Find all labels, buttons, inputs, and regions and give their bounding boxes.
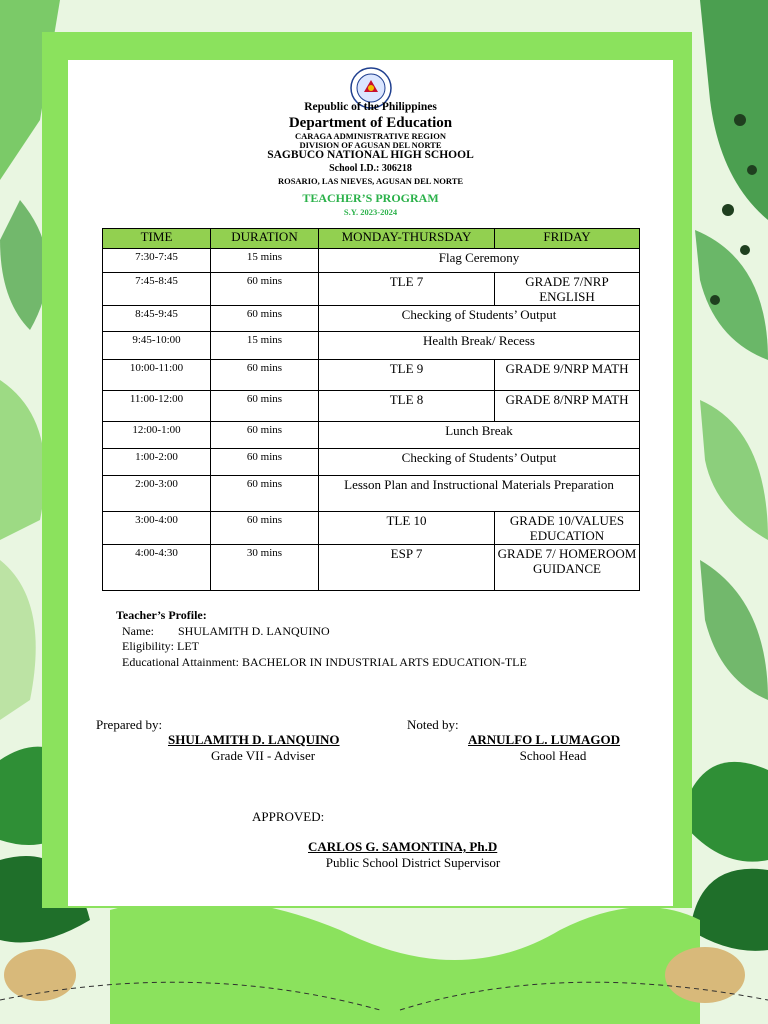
duration-cell: 60 mins <box>211 391 319 422</box>
activity-cell: Lunch Break <box>319 422 640 449</box>
school-name: SAGBUCO NATIONAL HIGH SCHOOL <box>267 149 474 161</box>
schedule-table <box>102 228 640 591</box>
republic-line: Republic of the Philippines <box>304 101 437 113</box>
time-cell: 7:45-8:45 <box>103 273 211 306</box>
name-label: Name: <box>122 623 154 638</box>
duration-cell: 60 mins <box>211 512 319 545</box>
column-header: MONDAY-THURSDAY <box>319 229 495 249</box>
noted-by-label: Noted by: <box>407 717 459 732</box>
column-header: FRIDAY <box>495 229 640 249</box>
duration-cell: 60 mins <box>211 306 319 332</box>
time-cell: 10:00-11:00 <box>103 360 211 391</box>
table-row <box>103 422 640 449</box>
noted-by-role: School Head <box>519 748 587 763</box>
table-row <box>103 545 640 591</box>
time-cell: 9:45-10:00 <box>103 332 211 360</box>
activity-cell: Flag Ceremony <box>319 249 640 273</box>
time-cell: 3:00-4:00 <box>103 512 211 545</box>
column-header: TIME <box>103 229 211 249</box>
prepared-by-name: SHULAMITH D. LANQUINO <box>168 732 340 747</box>
duration-cell: 30 mins <box>211 545 319 591</box>
table-row <box>103 273 640 306</box>
duration-cell: 60 mins <box>211 476 319 512</box>
profile-title: Teacher’s Profile: <box>116 608 207 622</box>
time-cell: 2:00-3:00 <box>103 476 211 512</box>
table-row <box>103 449 640 476</box>
time-cell: 11:00-12:00 <box>103 391 211 422</box>
activity-cell: Health Break/ Recess <box>319 332 640 360</box>
teacher-profile <box>114 608 527 670</box>
time-cell: 7:30-7:45 <box>103 249 211 273</box>
schedule-header-row <box>103 229 640 249</box>
profile-name-row <box>122 624 527 640</box>
table-row <box>103 249 640 273</box>
friday-cell: GRADE 8/NRP MATH <box>495 391 640 422</box>
approved-block <box>308 839 518 871</box>
prepared-by-label: Prepared by: <box>96 717 163 732</box>
mon-thu-cell: TLE 8 <box>319 391 495 422</box>
activity-cell: Checking of Students’ Output <box>319 306 640 332</box>
friday-cell: GRADE 9/NRP MATH <box>495 360 640 391</box>
mon-thu-cell: TLE 7 <box>319 273 495 306</box>
duration-cell: 60 mins <box>211 449 319 476</box>
prepared-by-role: Grade VII - Adviser <box>210 748 316 763</box>
table-row <box>103 476 640 512</box>
division-line: DIVISION OF AGUSAN DEL NORTE <box>299 140 442 150</box>
approved-label: APPROVED: <box>252 809 325 824</box>
duration-cell: 15 mins <box>211 249 319 273</box>
school-address: ROSARIO, LAS NIEVES, AGUSAN DEL NORTE <box>277 176 464 186</box>
duration-cell: 60 mins <box>211 273 319 306</box>
region-line: CARAGA ADMINISTRATIVE REGION <box>295 131 446 141</box>
prepared-by-block <box>168 732 358 764</box>
column-header: DURATION <box>211 229 319 249</box>
education-value: BACHELOR IN INDUSTRIAL ARTS EDUCATION-TLE <box>241 654 527 669</box>
approved-name: CARLOS G. SAMONTINA, Ph.D <box>308 839 498 854</box>
table-row <box>103 360 640 391</box>
table-row <box>103 512 640 545</box>
friday-cell: GRADE 7/ HOMEROOM GUIDANCE <box>495 545 640 591</box>
table-row <box>103 391 640 422</box>
teacher-name: SHULAMITH D. LANQUINO <box>178 623 330 638</box>
table-row <box>103 306 640 332</box>
mon-thu-cell: ESP 7 <box>319 545 495 591</box>
document-page <box>68 60 673 906</box>
education-label: Educational Attainment: <box>122 654 239 669</box>
time-cell: 8:45-9:45 <box>103 306 211 332</box>
profile-education-row <box>122 655 527 671</box>
mon-thu-cell: TLE 10 <box>319 512 495 545</box>
time-cell: 12:00-1:00 <box>103 422 211 449</box>
noted-by-name: ARNULFO L. LUMAGOD <box>468 732 621 747</box>
school-year: S.Y. 2023-2024 <box>343 207 398 217</box>
mon-thu-cell: TLE 9 <box>319 360 495 391</box>
school-id: School I.D.: 306218 <box>329 163 412 174</box>
noted-by-block <box>468 732 638 764</box>
program-title: TEACHER’S PROGRAM <box>302 191 439 205</box>
duration-cell: 15 mins <box>211 332 319 360</box>
department-line: Department of Education <box>288 115 453 131</box>
approved-role: Public School District Supervisor <box>325 855 501 870</box>
profile-eligibility-row <box>122 639 527 655</box>
time-cell: 1:00-2:00 <box>103 449 211 476</box>
duration-cell: 60 mins <box>211 360 319 391</box>
friday-cell: GRADE 10/VALUES EDUCATION <box>495 512 640 545</box>
time-cell: 4:00-4:30 <box>103 545 211 591</box>
activity-cell: Checking of Students’ Output <box>319 449 640 476</box>
activity-cell: Lesson Plan and Instructional Materials Preparation <box>319 476 640 512</box>
eligibility-label: Eligibility: <box>122 639 175 653</box>
duration-cell: 60 mins <box>211 422 319 449</box>
friday-cell: GRADE 7/NRP ENGLISH <box>495 273 640 306</box>
table-row <box>103 332 640 360</box>
eligibility-value: LET <box>177 639 200 653</box>
